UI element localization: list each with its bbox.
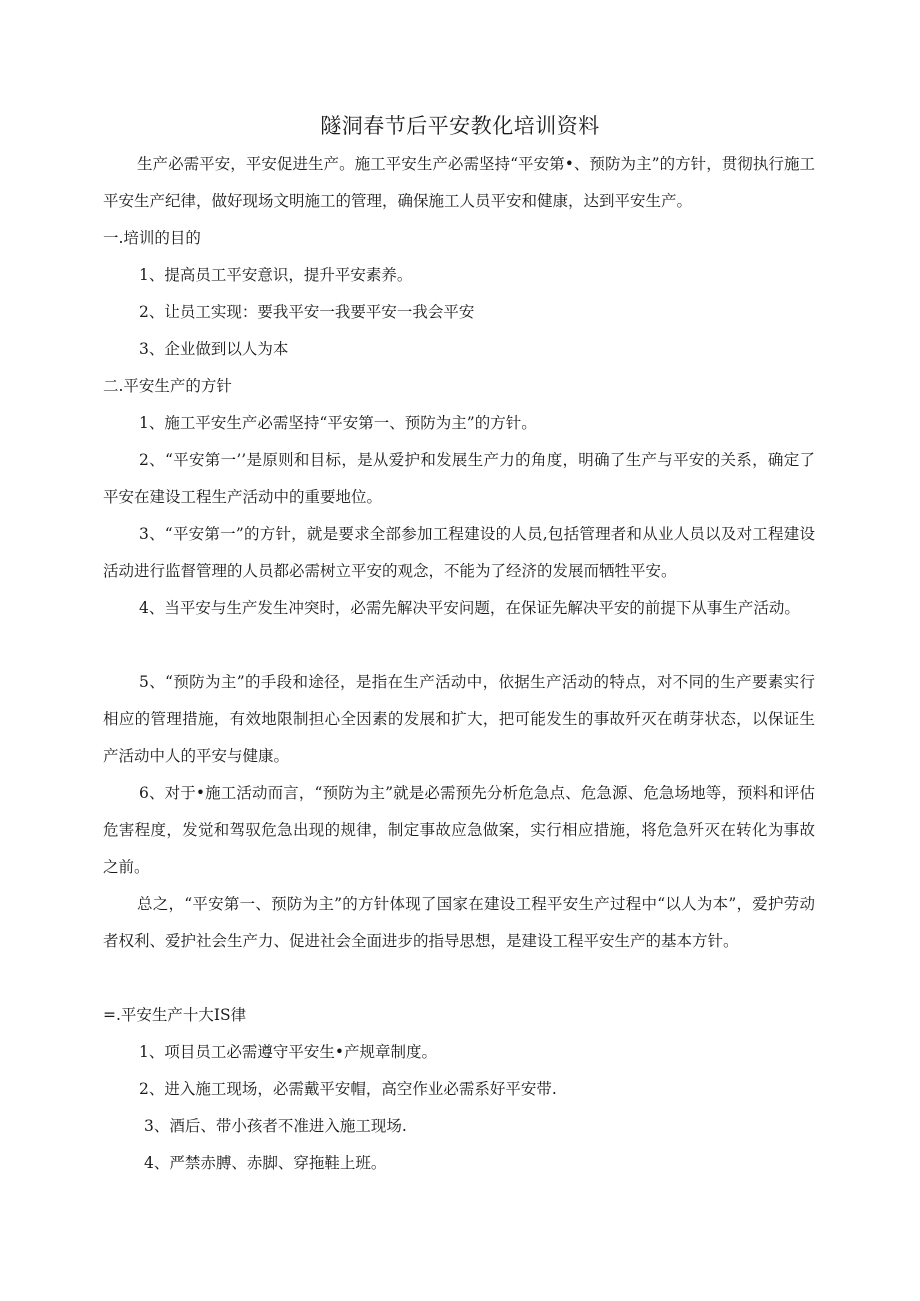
section-2-item-6: 6、对于•施工活动而言，“预防为主”就是必需预先分析危急点、危急源、危急场地等，预料和评估危害程度，发觉和驾驭危急出现的规律，制定事故应急做案，实行相应措施，将危急歼灭在转化为事故之前。	[103, 784, 815, 876]
document-title: 隧洞春节后平安教化培训资料	[320, 114, 600, 138]
section-3-item-1: 1、项目员工必需遵守平安生•产规章制度。	[139, 1043, 438, 1061]
section-3-heading: =.平安生产十大IS律	[103, 1006, 247, 1024]
section-2-item-1: 1、施工平安生产必需坚持“平安第一、预防为主”的方针。	[139, 414, 537, 432]
section-2-summary: 总之，“平安第一、预防为主”的方针体现了国家在建设工程平安生产过程中“以人为本”，爱护劳动者权利、爱护社会生产力、促进社会全面进步的指导思想，是建设工程平安生产的基本方针。	[103, 895, 815, 950]
section-1-item-3: 3、企业做到以人为本	[139, 340, 289, 358]
section-1-item-2: 2、让员工实现：要我平安一我要平安一我会平安	[139, 303, 475, 321]
section-1-heading: 一.培训的目的	[103, 229, 201, 247]
section-3-item-3: 3、酒后、带小孩者不准进入施工现场.	[144, 1117, 407, 1135]
section-1-item-1: 1、提高员工平安意识，提升平安素养。	[139, 266, 413, 284]
section-3-item-2: 2、进入施工现场，必需戴平安帽，高空作业必需系好平安带.	[139, 1080, 557, 1098]
section-2-item-2: 2、“平安第一’’是原则和目标，是从爱护和发展生产力的角度，明确了生产与平安的关系，确定了平安在建设工程生产活动中的重要地位。	[103, 451, 815, 506]
section-2-item-3: 3、“平安第一”的方针，就是要求全部参加工程建设的人员,包括管理者和从业人员以及对工程建设活动进行监督管理的人员都必需树立平安的观念，不能为了经济的发展而牺牲平安。	[103, 525, 815, 580]
section-2-item-4: 4、当平安与生产发生冲突时，必需先解决平安问题，在保证先解决平安的前提下从事生产活动。	[139, 599, 800, 617]
section-2-item-5: 5、“预防为主”的手段和途径，是指在生产活动中，依据生产活动的特点，对不同的生产要素实行相应的管理措施，有效地限制担心全因素的发展和扩大，把可能发生的事故歼灭在萌芽状态，以保证生产活动中人的平安与健康。	[103, 673, 815, 765]
intro-paragraph: 生产必需平安，平安促进生产。施工平安生产必需坚持“平安第•、预防为主”的方针，贯彻执行施工平安生产纪律，做好现场文明施工的管理，确保施工人员平安和健康，达到平安生产。	[103, 155, 815, 210]
section-3-item-4: 4、严禁赤膊、赤脚、穿拖鞋上班。	[144, 1154, 387, 1172]
section-2-heading: 二.平安生产的方针	[103, 377, 232, 395]
